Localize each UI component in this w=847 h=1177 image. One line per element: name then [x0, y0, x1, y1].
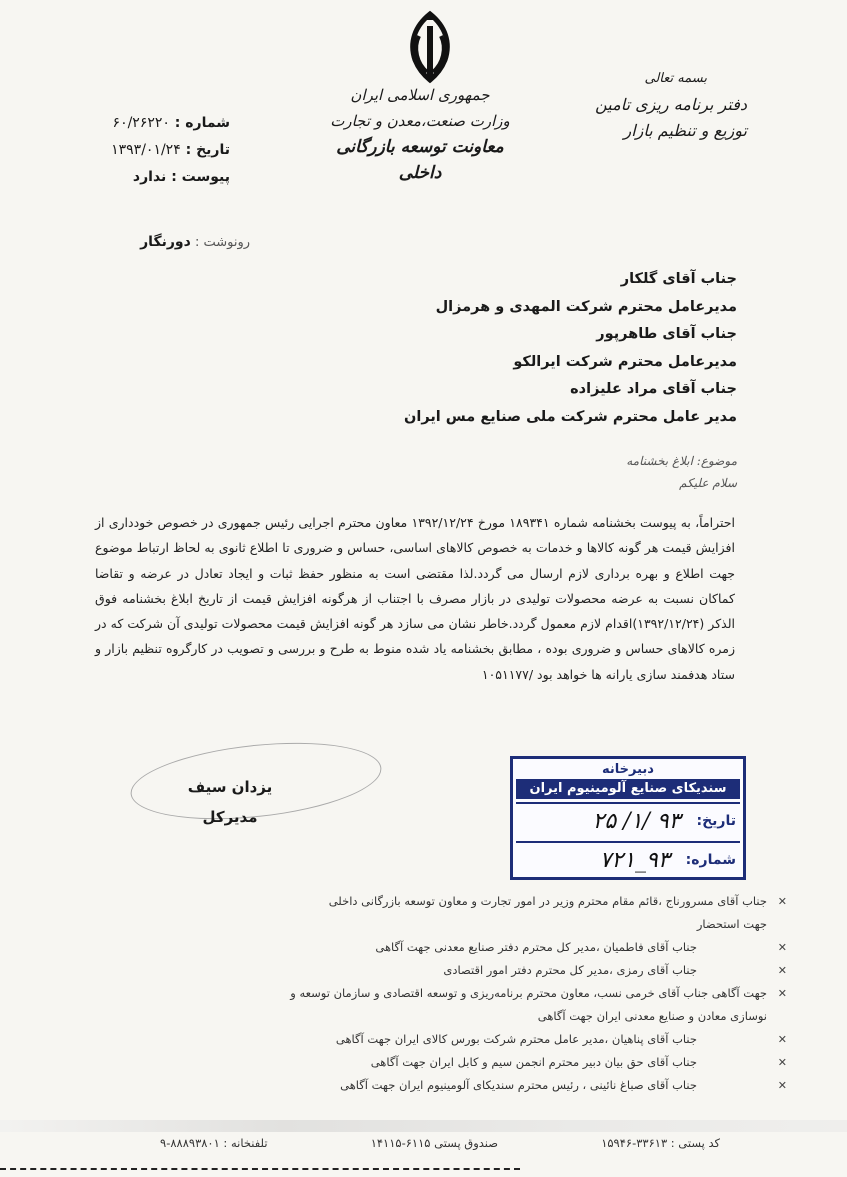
addressee-line: مدیرعامل محترم شرکت المهدی و هرمزال	[435, 298, 737, 315]
iran-emblem-icon	[395, 8, 465, 88]
footer-phone: تلفنخانه : ۸۸۸۹۳۸۰۱-۹	[160, 1136, 268, 1150]
addressee-block	[217, 266, 737, 431]
addressee-line: جناب آقای مراد علیزاده	[570, 381, 737, 397]
stamp-number-label: شماره:	[685, 852, 736, 868]
footer-postal-code: کد پستی : ۳۳۶۱۳-۱۵۹۴۶	[601, 1136, 720, 1150]
cc-item-cont: جهت استحضار	[696, 917, 767, 931]
header-center	[320, 82, 520, 186]
header-bismillah: بسمه تعالی	[644, 71, 707, 86]
header-deputy: معاونت توسعه بازرگانی داخلی	[336, 137, 504, 183]
cc-item: ✕ جناب آقای رمزی ،مدیر کل محترم دفتر امور اقتصادی	[67, 959, 787, 982]
header-country: جمهوری اسلامی ایران	[350, 86, 490, 104]
stamp-date-value: ۹۳ /۱/ ۲۵	[592, 808, 681, 834]
signer-name: یزدان سیف	[187, 778, 273, 796]
letter-attachment: پیوست : ندارد	[132, 169, 230, 185]
cc-item-cont: نوسازی معادن و صنایع معدنی ایران جهت آگاهی	[537, 1009, 767, 1023]
header-right	[547, 66, 747, 144]
addressee-line: مدیر عامل محترم شرکت ملی صنایع مس ایران	[403, 408, 737, 425]
header-office: دفتر برنامه ریزی تامین	[595, 95, 747, 114]
cc-item: ✕ جهت آگاهی جناب آقای خرمی نسب، معاون محترم برنامه‌ریزی و توسعه اقتصادی و سازمان توسعه و	[67, 982, 787, 1005]
stamp-date-label: تاریخ:	[696, 813, 736, 829]
subject: موضوع: ابلاغ بخشنامه	[626, 454, 737, 468]
signature-block	[170, 772, 290, 832]
letter-meta	[50, 110, 230, 191]
addressee-line: مدیرعامل محترم شرکت ایرالکو	[513, 353, 737, 370]
footer-po-box: صندوق پستی ۶۱۱۵-۱۴۱۱۵	[370, 1136, 499, 1150]
stamp-date-row	[516, 802, 740, 838]
stamp-number-value: ۹۳_۷۲۱	[599, 847, 670, 873]
subject-block	[317, 450, 737, 494]
stamp-number-row	[516, 841, 740, 877]
page-divider	[0, 1168, 520, 1170]
cc-item: ✕ جناب آقای صباغ نائینی ، رئیس محترم سندیکای آلومینیوم ایران جهت آگاهی	[67, 1074, 787, 1097]
letter-date: تاریخ : ۱۳۹۳/۰۱/۲۴	[111, 142, 230, 158]
scan-artifact	[0, 1120, 847, 1132]
cc-item: ✕ جناب آقای پناهیان ،مدیر عامل محترم شرکت بورس کالای ایران جهت آگاهی	[67, 1028, 787, 1051]
stamp-org: سندیکای صنایع آلومینیوم ایران	[516, 779, 740, 799]
cc-item: ✕ جناب آقای مسرورناج ،قائم مقام محترم وزیر در امور تجارت و معاون توسعه بازرگانی داخلی	[67, 890, 787, 913]
stamp-title: دبیرخانه	[602, 762, 654, 777]
cc-item: ✕ جناب آقای فاطمیان ،مدیر کل محترم دفتر صنایع معدنی جهت آگاهی	[67, 936, 787, 959]
signer-title: مدیرکل	[202, 808, 258, 826]
receipt-stamp	[510, 756, 746, 880]
greeting: سلام علیکم	[679, 476, 737, 490]
header-ministry: وزارت صنعت،معدن و تجارت	[330, 112, 510, 130]
letter-body: احتراماً، به پیوست بخشنامه شماره ۱۸۹۳۴۱ مورخ ۱۳۹۲/۱۲/۲۴ معاون محترم اجرایی رئیس جمهوری در خصوص خودداری از افزایش قیمت هر گونه کالاها و خدمات به خصوص کالاهای اساسی، حساس و ضروری تا اطلاع ثانوی به لحاظ ارتباط موضوع جهت اطلاع و بهره برداری لازم ارسال می گردد.لذا مقتضی است به منظور حفظ ثبات و ایجاد تعادل در عرضه و تقاضا کماکان نسبت به عرضه محصولات تولیدی در بازار مصرف با اجتناب از هرگونه افزایش قیمت از تاریخ ابلاغ بخشنامه فوق الذکر (۱۳۹۲/۱۲/۲۴)اقدام لازم معمول گردد.خاطر نشان می سازد هر گونه افزایش قیمت محصولات تولیدی آن شرکت که در زمره کالاهای حساس و ضروری بوده ، مطابق بخشنامه یاد شده منوط به طرح و بررسی و تصویب در کارگروه تنظیم بازار و ستاد هدفمند سازی یارانه ها خواهد بود /۱۰۵۱۱۷۷	[95, 515, 735, 682]
addressee-line: جناب آقای گلکار	[620, 271, 737, 287]
addressee-line: جناب آقای طاهرپور	[596, 326, 737, 342]
header-office-sub: توزیع و تنظیم بازار	[623, 121, 747, 140]
letter-number: شماره : ۶۰/۲۶۲۲۰	[112, 115, 230, 131]
cc-list	[67, 890, 787, 1097]
cc-fax: رونوشت : دورنگار	[140, 234, 250, 250]
cc-item: ✕ جناب آقای حق بیان دبیر محترم انجمن سیم و کابل ایران جهت آگاهی	[67, 1051, 787, 1074]
footer-contact	[160, 1136, 720, 1150]
